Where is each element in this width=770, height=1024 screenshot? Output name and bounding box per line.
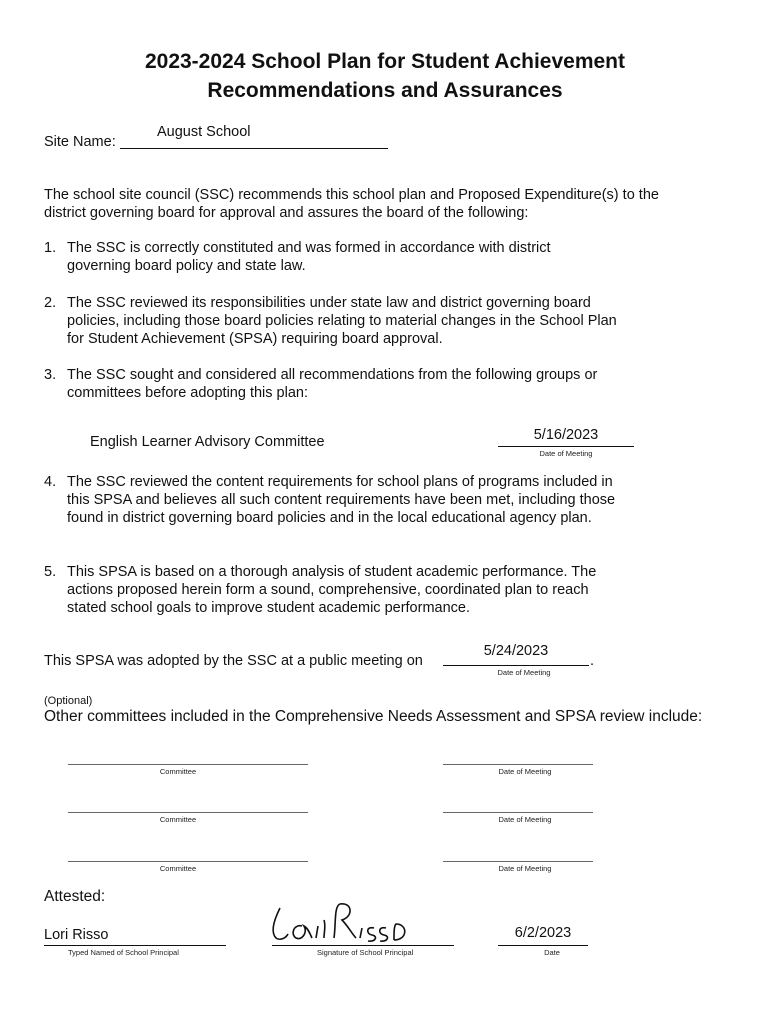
principal-name-label: Typed Named of School Principal	[68, 948, 179, 957]
page-title: 2023-2024 School Plan for Student Achievement	[144, 50, 626, 73]
date-label-2: Date of Meeting	[498, 815, 552, 824]
elac-date: 5/16/2023	[533, 427, 599, 443]
attest-date-label: Date	[544, 948, 560, 957]
date-line-3	[443, 861, 593, 862]
attest-date-line	[498, 945, 588, 946]
site-name-label: Site Name:	[44, 134, 116, 150]
item-4-number: 4.	[44, 474, 57, 490]
site-name-line	[120, 148, 388, 149]
item-3-number: 3.	[44, 367, 57, 383]
item-4-text: The SSC reviewed the content requirements for school plans of programs included in this SPSA and believes all such content requirements have been met, including those found in district governing board policies and in the local educational agency plan.	[67, 474, 616, 526]
adoption-date: 5/24/2023	[483, 643, 549, 659]
item-1-text: The SSC is correctly constituted and was formed in accordance with district governing board policy and state law.	[67, 240, 551, 274]
elac-date-line	[498, 446, 634, 447]
page-subtitle: Recommendations and Assurances	[207, 79, 563, 102]
committee-line-2	[68, 812, 308, 813]
committee-line-3	[68, 861, 308, 862]
item-5-number: 5.	[44, 564, 57, 580]
committee-label-3: Committee	[159, 864, 197, 873]
optional-label: (Optional)	[44, 695, 93, 707]
item-1-number: 1.	[44, 240, 57, 256]
date-line-2	[443, 812, 593, 813]
principal-name-line	[44, 945, 226, 946]
attested-label: Attested:	[44, 888, 106, 905]
committee-label-2: Committee	[159, 815, 197, 824]
signature-image	[262, 898, 422, 946]
item-3-text: The SSC sought and considered all recommendations from the following groups or committees before adopting this plan:	[67, 367, 598, 401]
committee-line-1	[68, 764, 308, 765]
item-2-text: The SSC reviewed its responsibilities under state law and district governing board policies, including those board policies relating to material changes in the School Plan for Student Achievement (SPSA) requiring board approval.	[67, 295, 617, 347]
item-2-number: 2.	[44, 295, 57, 311]
date-label-1: Date of Meeting	[498, 767, 552, 776]
signature-label: Signature of School Principal	[317, 948, 414, 957]
date-line-1	[443, 764, 593, 765]
optional-heading: Other committees included in the Comprehensive Needs Assessment and SPSA review include:	[44, 708, 703, 725]
adoption-period: .	[590, 653, 595, 669]
adoption-date-label: Date of Meeting	[497, 668, 551, 677]
adoption-date-line	[443, 665, 589, 666]
elac-committee-name: English Learner Advisory Committee	[90, 434, 325, 450]
intro-paragraph: The school site council (SSC) recommends this school plan and Proposed Expenditure(s) to the district governing board for approval and assures the board of the following:	[44, 187, 659, 221]
item-5-text: This SPSA is based on a thorough analysis of student academic performance. The actions proposed herein form a sound, comprehensive, coordinated plan to reach stated school goals to improve student academic performance.	[67, 564, 597, 616]
signature-line	[272, 945, 454, 946]
attest-date: 6/2/2023	[514, 925, 572, 941]
principal-name: Lori Risso	[44, 927, 109, 943]
committee-label-1: Committee	[159, 767, 197, 776]
elac-date-label: Date of Meeting	[539, 449, 593, 458]
site-name-value: August School	[157, 124, 251, 140]
adoption-text: This SPSA was adopted by the SSC at a public meeting on	[44, 653, 423, 669]
date-label-3: Date of Meeting	[498, 864, 552, 873]
